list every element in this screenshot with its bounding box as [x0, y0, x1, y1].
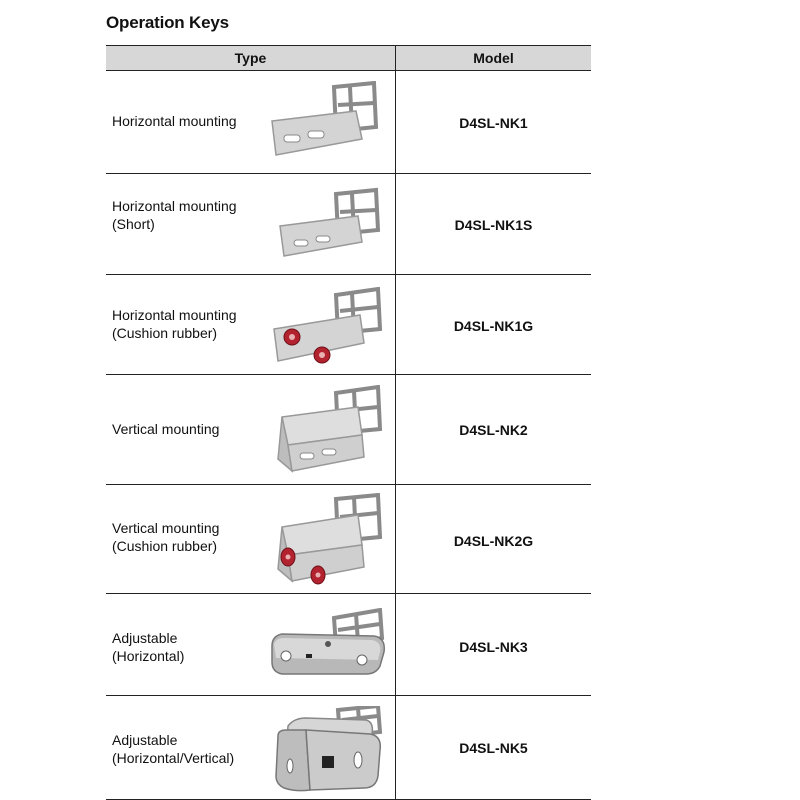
header-type: Type: [234, 50, 267, 66]
model-value: D4SL-NK1G: [453, 318, 534, 334]
table-row: [106, 594, 591, 696]
table-row: [106, 174, 591, 275]
header-model: Model: [473, 50, 514, 66]
key-vertical-cushion-image: [266, 493, 392, 589]
model-value: D4SL-NK2G: [453, 533, 534, 549]
table-header: [106, 45, 591, 71]
model-value: D4SL-NK2: [459, 422, 528, 438]
table-row: [106, 71, 591, 174]
type-label: Adjustable (Horizontal/Vertical): [112, 732, 235, 766]
model-value: D4SL-NK1: [459, 115, 528, 131]
key-adjustable-horizontal-image: [266, 608, 392, 688]
type-label: Vertical mounting: [112, 421, 220, 437]
type-label: Adjustable (Horizontal): [112, 630, 185, 664]
model-value: D4SL-NK3: [459, 639, 528, 655]
type-label: Horizontal mounting (Cushion rubber): [112, 307, 237, 341]
page-title: Operation Keys: [106, 13, 229, 32]
table-row: [106, 696, 591, 800]
table-row: [106, 275, 591, 375]
table-row: [106, 375, 591, 485]
type-label: Vertical mounting (Cushion rubber): [112, 520, 220, 554]
table-row: [106, 485, 591, 594]
key-cushion-rubber-image: [266, 287, 392, 369]
model-value: D4SL-NK5: [459, 740, 528, 756]
key-adjustable-horizontal-vertical-image: [266, 706, 392, 796]
key-horizontal-image: [266, 81, 392, 169]
type-label: Horizontal mounting: [112, 113, 237, 129]
key-vertical-image: [266, 385, 392, 477]
column-divider: [395, 45, 396, 800]
model-value: D4SL-NK1S: [454, 217, 533, 233]
operation-keys-table: [106, 45, 591, 800]
key-horizontal-short-image: [266, 186, 392, 268]
type-label: Horizontal mounting (Short): [112, 198, 237, 232]
